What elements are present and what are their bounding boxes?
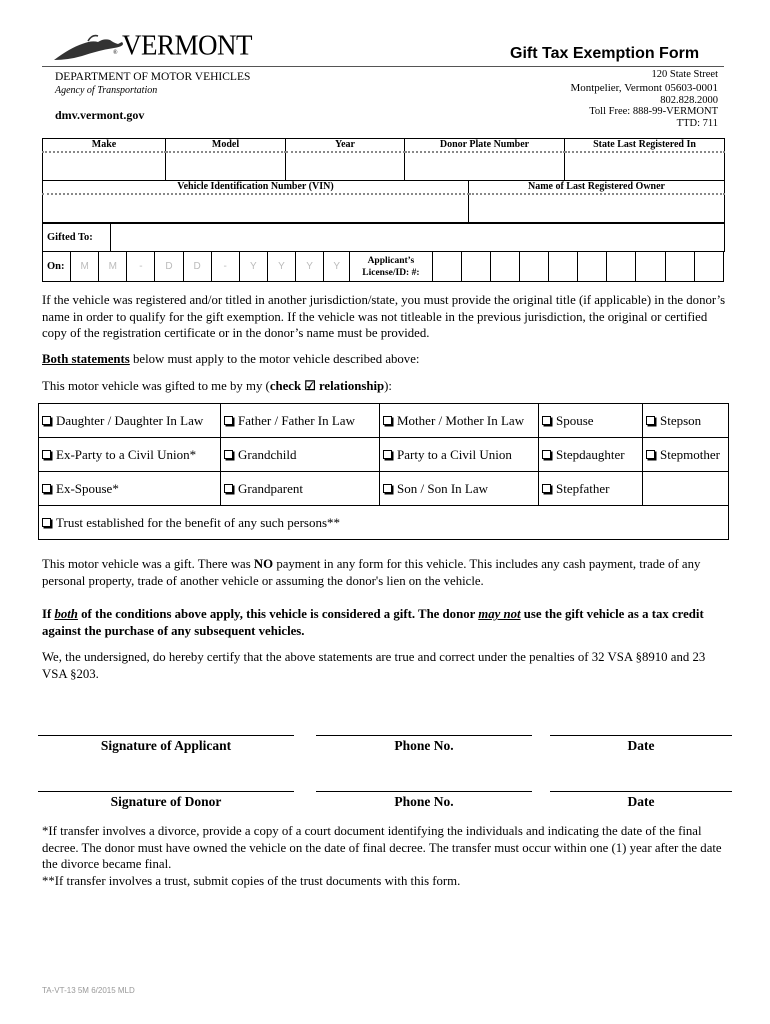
rel-label: Stepson xyxy=(660,412,702,428)
on-label: On: xyxy=(43,252,71,282)
rel-empty xyxy=(643,472,729,506)
rel-daughter[interactable] xyxy=(39,404,221,438)
cond-part-1: If xyxy=(42,607,55,621)
both-statements-rest: below must apply to the motor vehicle described above: xyxy=(129,352,420,366)
license-label-line1: Applicant’s xyxy=(367,255,415,266)
header-divider xyxy=(42,66,724,67)
date-day-1[interactable]: D xyxy=(155,252,183,282)
checkbox-icon[interactable] xyxy=(383,484,392,493)
donor-phone-line[interactable] xyxy=(316,791,532,792)
department-name: DEPARTMENT OF MOTOR VEHICLES xyxy=(55,71,251,83)
date-year-4[interactable]: Y xyxy=(324,252,350,282)
gifted-by-line xyxy=(42,378,730,395)
address-ttd: TTD: 711 xyxy=(676,118,718,129)
gifted-to-field[interactable] xyxy=(111,224,725,252)
website-link[interactable]: dmv.vermont.gov xyxy=(55,108,145,122)
cond-part-3: use the gift vehicle as a tax credit against the purchase of any subsequent vehicles. xyxy=(42,607,704,638)
vin-table xyxy=(42,180,725,223)
gifted-by-post: ): xyxy=(384,379,392,393)
date-month-1[interactable]: M xyxy=(71,252,99,282)
date-year-2[interactable]: Y xyxy=(267,252,295,282)
checkbox-icon[interactable] xyxy=(383,416,392,425)
rel-grandparent[interactable] xyxy=(221,472,380,506)
checkbox-icon[interactable] xyxy=(383,450,392,459)
both-statements-emphasis: Both statements xyxy=(42,352,130,366)
gifted-to-label: Gifted To: xyxy=(43,224,111,252)
certification-statement: We, the undersigned, do hereby certify that the above statements are true and correct under the penalties of 32 VSA §8910 and 23 VSA §203. xyxy=(42,650,706,681)
donor-phone-label: Phone No. xyxy=(394,794,454,809)
address-phone: 802.828.2000 xyxy=(660,95,718,106)
agency-name: Agency of Transportation xyxy=(55,85,158,96)
license-cell[interactable] xyxy=(665,252,694,282)
rel-son[interactable] xyxy=(380,472,539,506)
checkbox-icon[interactable] xyxy=(542,484,551,493)
license-cell[interactable] xyxy=(549,252,578,282)
state-registered-field[interactable] xyxy=(565,152,725,181)
gift-statement-no: NO xyxy=(253,557,274,571)
rel-label: Grandchild xyxy=(238,446,297,462)
donor-date-label: Date xyxy=(627,794,655,809)
date-month-2[interactable]: M xyxy=(99,252,127,282)
conditions-statement xyxy=(42,606,730,639)
donor-signature-label: Signature of Donor xyxy=(110,794,222,809)
vehicle-info-table xyxy=(42,138,725,181)
donor-date-line[interactable] xyxy=(550,791,732,792)
relationship-grid xyxy=(38,403,729,540)
checkbox-icon[interactable] xyxy=(224,450,233,459)
state-registered-header: State Last Registered In xyxy=(565,139,725,152)
rel-label: Son / Son In Law xyxy=(397,480,488,496)
license-cell[interactable] xyxy=(519,252,548,282)
applicant-phone-label: Phone No. xyxy=(394,738,454,753)
date-sep-2: - xyxy=(211,252,239,282)
applicant-date-line[interactable] xyxy=(550,735,732,736)
rel-stepdaughter[interactable] xyxy=(539,438,643,472)
trust-note: **If transfer involves a trust, submit copies of the trust documents with this form. xyxy=(42,874,461,888)
checkbox-icon[interactable] xyxy=(42,450,51,459)
license-label-line2: License/ID: #: xyxy=(362,267,420,278)
checkbox-icon[interactable] xyxy=(542,450,551,459)
address-street: 120 State Street xyxy=(651,69,718,80)
make-field[interactable] xyxy=(43,152,166,181)
checkbox-icon[interactable] xyxy=(224,416,233,425)
owner-field[interactable] xyxy=(469,194,725,223)
rel-ex-party-civil-union[interactable] xyxy=(39,438,221,472)
checkbox-icon[interactable] xyxy=(42,518,51,527)
license-cell[interactable] xyxy=(461,252,490,282)
gifted-by-pre: This motor vehicle was gifted to me by my ( xyxy=(42,379,270,393)
cond-part-2: of the conditions above apply, this vehicle is considered a gift. The donor xyxy=(77,607,479,621)
divorce-note: *If transfer involves a divorce, provide a copy of a court document identifying the individuals and indicating the date of the final decree. The donor must have owned the vehicle on the date of final decree. The transfer must occur within one (1) year after the date the divorce became final. xyxy=(42,824,722,871)
model-field[interactable] xyxy=(166,152,286,181)
make-header: Make xyxy=(43,139,166,152)
address-tollfree: Toll Free: 888-99-VERMONT xyxy=(589,106,718,117)
vin-field[interactable] xyxy=(43,194,469,223)
rel-mother[interactable] xyxy=(380,404,539,438)
rel-trust[interactable] xyxy=(39,506,729,540)
license-cell[interactable] xyxy=(694,252,723,282)
rel-label: Party to a Civil Union xyxy=(397,446,512,462)
applicant-signature-label: Signature of Applicant xyxy=(100,738,232,753)
checkbox-icon[interactable] xyxy=(42,484,51,493)
gift-statement xyxy=(42,556,730,589)
gift-statement-pre: This motor vehicle was a gift. There was xyxy=(42,557,254,571)
vin-header: Vehicle Identification Number (VIN) xyxy=(43,181,469,194)
form-code: TA-VT-13 5M 6/2015 MLD xyxy=(42,986,135,995)
license-cell[interactable] xyxy=(636,252,665,282)
address-city: Montpelier, Vermont 05603-0001 xyxy=(570,82,718,94)
rel-stepmother[interactable] xyxy=(643,438,729,472)
rel-label: Grandparent xyxy=(238,480,303,496)
checkbox-icon[interactable] xyxy=(646,416,655,425)
date-year-1[interactable]: Y xyxy=(239,252,267,282)
rel-label: Trust established for the benefit of any such persons** xyxy=(56,514,341,530)
rel-label: Mother / Mother In Law xyxy=(397,412,525,428)
rel-label: Father / Father In Law xyxy=(238,412,355,428)
rel-label: Stepmother xyxy=(660,446,720,462)
gift-statement-post: payment in any form for this vehicle. This includes any cash payment, trade of any personal property, trade of another vehicle or assuming the donor's lien on the vehicle. xyxy=(42,557,701,588)
cond-both: both xyxy=(54,607,78,621)
rel-label: Spouse xyxy=(556,412,594,428)
both-statements-line xyxy=(42,351,730,368)
checkbox-icon[interactable] xyxy=(224,484,233,493)
checkbox-icon[interactable] xyxy=(42,416,51,425)
rel-grandchild[interactable] xyxy=(221,438,380,472)
year-field[interactable] xyxy=(286,152,405,181)
rel-father[interactable] xyxy=(221,404,380,438)
rel-spouse[interactable] xyxy=(539,404,643,438)
rel-label: Stepfather xyxy=(556,480,610,496)
model-header: Model xyxy=(166,139,286,152)
cond-may-not: may not xyxy=(478,607,521,621)
gifted-by-check: check ☑ relationship xyxy=(269,379,385,393)
date-license-table xyxy=(42,251,724,282)
rel-stepfather[interactable] xyxy=(539,472,643,506)
license-cell[interactable] xyxy=(607,252,636,282)
date-sep-1: - xyxy=(127,252,155,282)
checkbox-icon[interactable] xyxy=(646,450,655,459)
rel-label: Ex-Spouse* xyxy=(56,480,119,496)
license-cell[interactable] xyxy=(578,252,607,282)
rel-ex-spouse[interactable] xyxy=(39,472,221,506)
owner-header: Name of Last Registered Owner xyxy=(469,181,725,194)
license-cell[interactable] xyxy=(490,252,519,282)
rel-label: Daughter / Daughter In Law xyxy=(56,412,204,428)
date-day-2[interactable]: D xyxy=(183,252,211,282)
year-header: Year xyxy=(286,139,405,152)
logo-text: VERMONT xyxy=(122,29,252,61)
checkbox-icon[interactable] xyxy=(542,416,551,425)
license-label xyxy=(350,252,432,282)
donor-signature-line[interactable] xyxy=(38,791,294,792)
title-requirement-paragraph: If the vehicle was registered and/or titled in another jurisdiction/state, you must provide the original title (if applicable) in the donor’s name in order to qualify for the gift exemption. If the vehicle was not titleable in the previous jurisdiction, the original or certified copy of the registration certificate or in the donor’s name must be provided. xyxy=(42,293,726,340)
gifted-to-table xyxy=(42,223,725,252)
applicant-phone-line[interactable] xyxy=(316,735,532,736)
rel-label: Ex-Party to a Civil Union* xyxy=(56,446,197,462)
applicant-date-label: Date xyxy=(627,738,655,753)
registered-mark: ® xyxy=(113,50,118,56)
license-cell[interactable] xyxy=(432,252,461,282)
date-year-3[interactable]: Y xyxy=(295,252,323,282)
donor-plate-field[interactable] xyxy=(405,152,565,181)
donor-plate-header: Donor Plate Number xyxy=(405,139,565,152)
rel-stepson[interactable] xyxy=(643,404,729,438)
applicant-signature-line[interactable] xyxy=(38,735,294,736)
rel-party-civil-union[interactable] xyxy=(380,438,539,472)
form-title: Gift Tax Exemption Form xyxy=(510,45,700,62)
rel-label: Stepdaughter xyxy=(556,446,625,462)
